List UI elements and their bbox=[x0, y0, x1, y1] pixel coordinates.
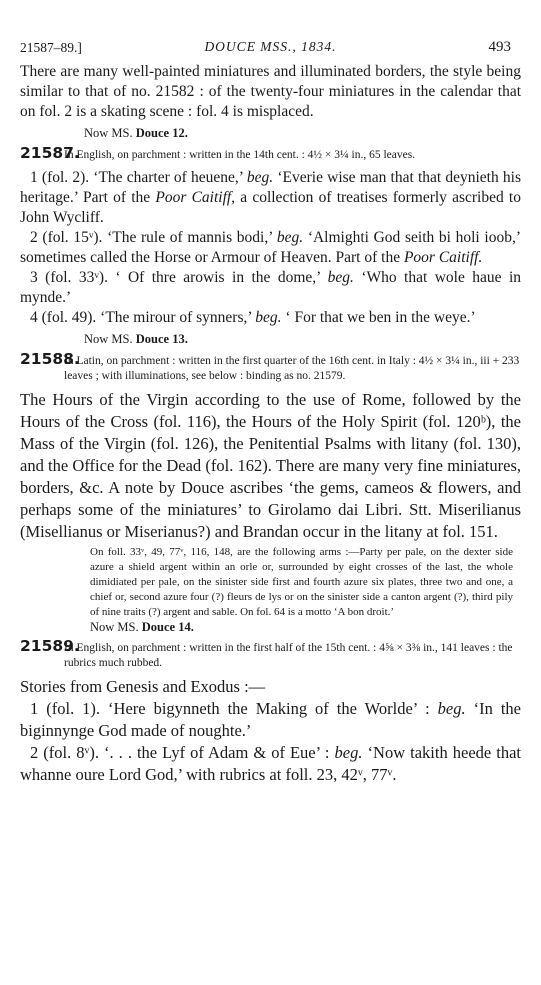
list-item: 2 (fol. 8ᵛ). ‘. . . the Lyf of Adam & of Eue’ : beg. ‘Now takith heede that whanne oure Lord God,’ with rubrics at foll. 23, 42ᵛ, 77ᵛ. bbox=[20, 743, 521, 784]
entry-number: 21589. bbox=[20, 637, 80, 655]
list-item: 3 (fol. 33ᵛ). ‘ Of thre arowis in the dome,’ beg. ‘Who that wole haue in mynde.’ bbox=[20, 269, 521, 306]
list-item: 1 (fol. 2). ‘The charter of heuene,’ beg. ‘Everie wise man that that deynieth his heritage.’ Part of the Poor Caitiff, a collection of treatises formerly ascribed to John Wycliff. bbox=[20, 169, 521, 226]
list-item: 1 (fol. 1). ‘Here bigynneth the Making of the Worlde’ : beg. ‘In the biginnynge God made of noughte.’ bbox=[20, 699, 521, 740]
page-number: 493 bbox=[488, 39, 511, 55]
entry-21587-header bbox=[20, 144, 521, 163]
shelfmark: Douce 13. bbox=[135, 332, 188, 346]
shelfmark: Douce 12. bbox=[135, 126, 188, 140]
shelfmark-line: Now MS. Douce 14. bbox=[90, 620, 194, 634]
entry-body: The Hours of the Virgin according to the use of Rome, followed by the Hours of the Cross (fol. 116), the Hours of the Holy Spirit (fol. 120ᵇ), the Mass of the Virgin (fol. 126), the Penitential Psalms with litany (fol. 130), and the Office for the Dead (fol. 162). There are many very fine miniatures, borders, &c. A note by Douce ascribes ‘the gems, cameos & flowers, and perhaps some of the miniatures’ to Girolamo dai Libri. Stt. Miserilianus (Misellianus or Miserianus?) and Brandan occur in the litany at fol. 151. bbox=[20, 390, 521, 541]
page bbox=[20, 36, 521, 786]
entry-description: In English, on parchment : written in the first half of the 15th cent. : 4⅝ × 3⅜ in., 141 leaves : the rubrics much rubbed. bbox=[64, 642, 513, 669]
shelfmark-line: Now MS. Douce 13. bbox=[84, 332, 188, 346]
entry-number: 21587. bbox=[20, 144, 80, 162]
running-header bbox=[20, 36, 521, 60]
arms-note: On foll. 33ᵛ, 49, 77ᵛ, 116, 148, are the following arms :—Party per pale, on the dexter side azure a shield argent within an orle or, surrounded by eight crosses of the last, the whole dimidiated per pale, on the sinister side first and fourth azure six plates, three two and one, a chief or, second azure four (?) fleurs de lys or on the sinister side a canton argent (?), third pily of nine traits (?) argent and sable. On fol. 64 is a motto ‘A bon droit.’ bbox=[90, 546, 513, 618]
entry-description: In English, on parchment : written in the 14th cent. : 4½ × 3¼ in., 65 leaves. bbox=[64, 149, 416, 161]
intro-paragraph: There are many well-painted miniatures and illuminated borders, the style being similar to that of no. 21582 : of the twenty-four miniatures in the calendar that on fol. 2 is a skating scene : fol. 4 is misplaced. bbox=[20, 63, 521, 120]
entry-number: 21588. bbox=[20, 350, 80, 368]
entry-21588-header bbox=[20, 350, 521, 384]
header-folio-range: 21587–89.] bbox=[20, 40, 82, 55]
list-item: 4 (fol. 49). ‘The mirour of synners,’ beg. ‘ For that we ben in the weye.’ bbox=[30, 309, 476, 326]
list-item: 2 (fol. 15ᵛ). ‘The rule of mannis bodi,’ beg. ‘Almighti God seith bi holi ioob,’ sometimes called the Horse or Armour of Heaven. Part of the Poor Caitiff. bbox=[20, 229, 521, 266]
entry-description: In Latin, on parchment : written in the first quarter of the 16th cent. in Italy : 4½ × 3¼ in., iii + 233 leaves ; with illuminations, see below : binding as no. 21579. bbox=[64, 355, 520, 382]
header-title: DOUCE MSS., 1834. bbox=[204, 39, 337, 54]
shelfmark-line: Now MS. Douce 12. bbox=[84, 126, 188, 140]
entry-21589-header bbox=[20, 637, 521, 671]
entry-lead: Stories from Genesis and Exodus :— bbox=[20, 677, 266, 696]
shelfmark: Douce 14. bbox=[141, 620, 194, 634]
